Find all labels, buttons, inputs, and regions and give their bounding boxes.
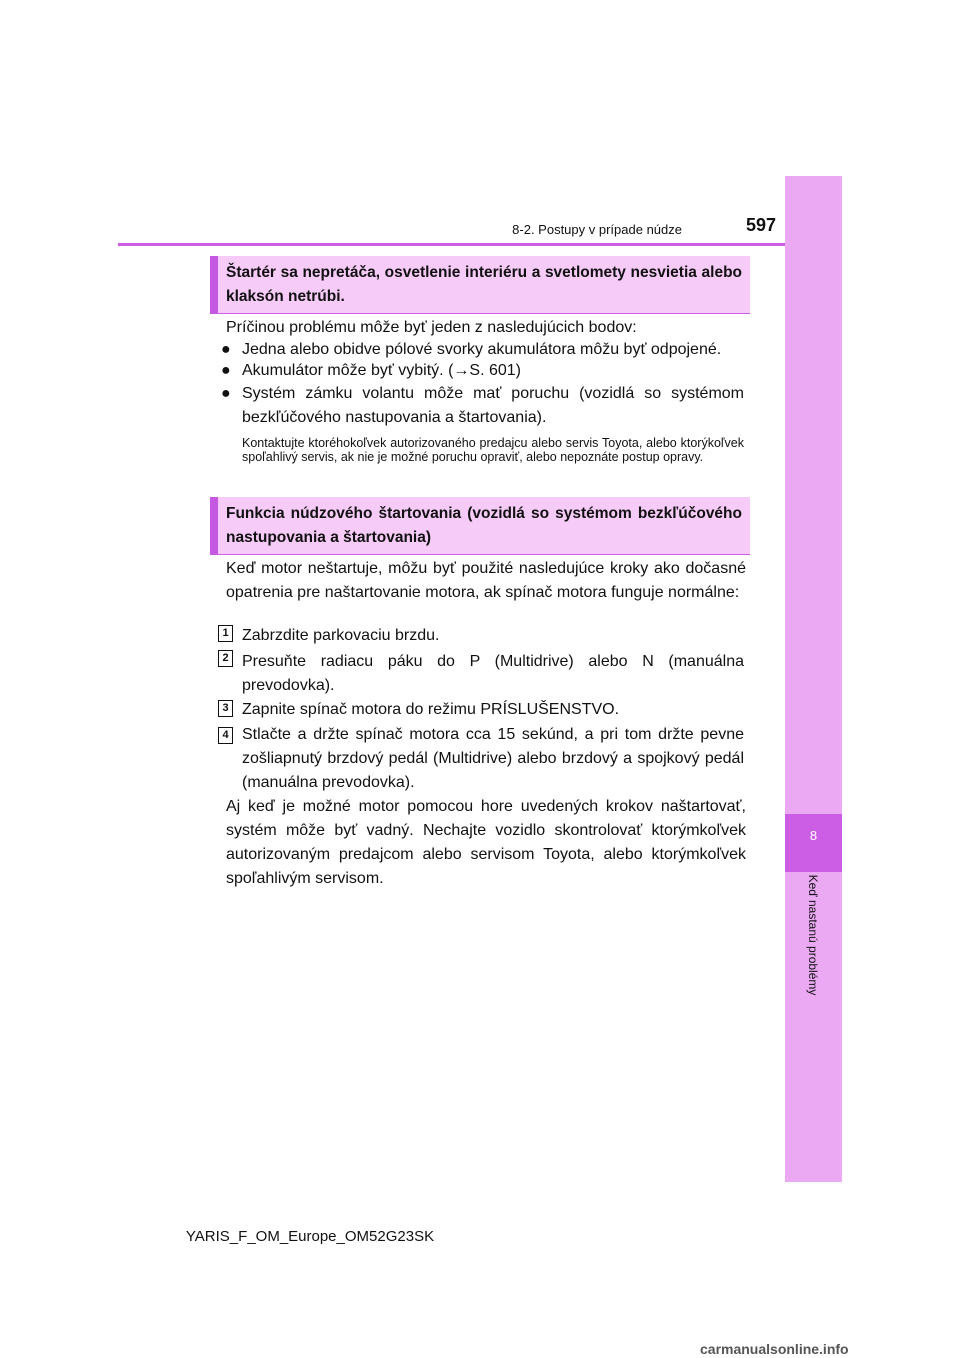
- section-header: 8-2. Postupy v prípade núdze: [512, 222, 682, 237]
- closing-paragraph: Aj keď je možné motor pomocou hore uvedených krokov naštartovať, systém môže byť vadný. Nechajte vozidlo skontrolovať ktorýmkoľvek autorizovaným predajcom alebo servisom Toyota, alebo ktorýmkoľvek spoľahlivým servisom.: [226, 798, 746, 887]
- bullet-item: Systém zámku volantu môže mať poruchu (vozidlá so systémom bezkľúčového nastupovania a štartovania).: [242, 385, 744, 426]
- header-divider: [118, 243, 785, 246]
- step-text: Zabrzdite parkovaciu brzdu.: [242, 627, 440, 644]
- chapter-title: Keď nastanú problémy: [806, 874, 820, 996]
- document-id-footer: YARIS_F_OM_Europe_OM52G23SK: [185, 1228, 435, 1245]
- watermark: carmanualsonline.info: [700, 1341, 849, 1357]
- step-number-badge: 4: [218, 727, 233, 744]
- chapter-tab-active-block: [785, 814, 842, 872]
- section-heading-starter: Štartér sa nepretáča, osvetlenie interiéru a svetlomety nesvietia alebo klaksón netrúbi.: [210, 256, 750, 314]
- step-text: Stlačte a držte spínač motora cca 15 sekúnd, a pri tom držte pevne zošliapnutý brzdový pedál (Multidrive) alebo brzdový a spojkový pedál (manuálna prevodovka).: [242, 726, 744, 791]
- page-number: 597: [745, 215, 776, 235]
- note-text: Kontaktujte ktoréhokoľvek autorizovaného predajcu alebo servis Toyota, alebo ktorýkoľvek spoľahlivý servis, ak nie je možné poruchu opraviť, alebo nepoznáte postup opravy.: [242, 436, 744, 464]
- step-number-badge: 2: [218, 650, 233, 667]
- bullet-item: Jedna alebo obidve pólové svorky akumulátora môžu byť odpojené.: [242, 341, 722, 358]
- section1-intro: Príčinou problému môže byť jeden z nasledujúcich bodov:: [226, 319, 637, 336]
- bullet-icon: ●: [221, 385, 231, 402]
- step-number-badge: 1: [218, 625, 233, 642]
- bullet-icon: ●: [221, 341, 231, 358]
- section2-intro: Keď motor neštartuje, môžu byť použité nasledujúce kroky ako dočasné opatrenia pre naštartovanie motora, ak spínač motora funguje normálne:: [226, 560, 746, 601]
- section-heading-emergency-start: Funkcia núdzového štartovania (vozidlá so systémom bezkľúčového nastupovania a štartovania): [210, 497, 750, 555]
- chapter-number: 8: [809, 828, 818, 843]
- chapter-side-tab: [785, 176, 842, 1182]
- step-number-badge: 3: [218, 700, 233, 717]
- step-text: Presuňte radiacu páku do P (Multidrive) alebo N (manuálna prevodovka).: [242, 653, 744, 694]
- step-text: Zapnite spínač motora do režimu PRÍSLUŠENSTVO.: [242, 701, 620, 718]
- bullet-item: Akumulátor môže byť vybitý. (→S. 601): [242, 362, 521, 379]
- bullet-icon: ●: [221, 362, 231, 379]
